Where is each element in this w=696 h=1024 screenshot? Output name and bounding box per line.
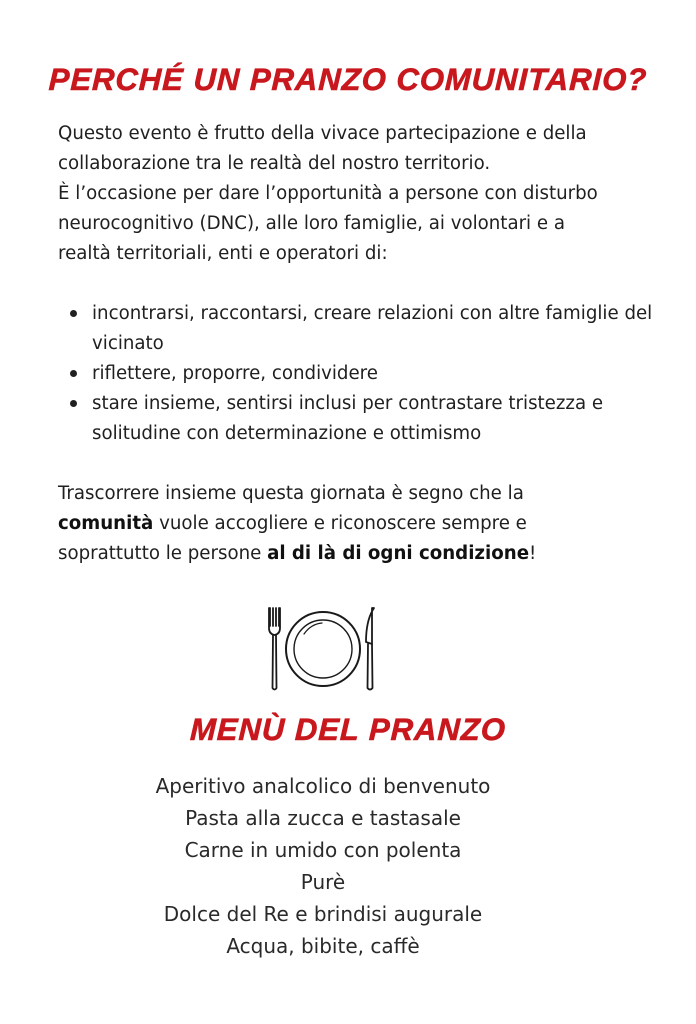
- list-item: [58, 299, 658, 359]
- list-item-text: stare insieme, sentirsi inclusi per contrastare tristezza e solitudine con determinazione e ottimismo: [92, 393, 604, 444]
- bullet-icon: [70, 310, 77, 317]
- intro-line: neurocognitivo (DNC), alle loro famiglie, ai volontari e a: [58, 213, 566, 234]
- intro-line: realtà territoriali, enti e operatori di:: [58, 243, 388, 264]
- list-item: [58, 389, 658, 449]
- closing-text: soprattutto le persone: [58, 543, 268, 564]
- closing-text: !: [529, 543, 537, 564]
- menu-item: Pasta alla zucca e tastasale: [185, 806, 461, 830]
- intro-paragraph: [58, 119, 658, 269]
- menu-item: Dolce del Re e brindisi augurale: [163, 902, 483, 926]
- menu-item: Purè: [300, 870, 346, 894]
- closing-line: [58, 539, 658, 569]
- goals-list: [58, 299, 658, 449]
- bullet-icon: [70, 400, 77, 407]
- menu-item: Carne in umido con polenta: [184, 838, 462, 862]
- menu-item: Acqua, bibite, caffè: [226, 934, 420, 958]
- menu-item: Aperitivo analcolico di benvenuto: [155, 774, 491, 798]
- list-item-text: riflettere, proporre, condividere: [92, 363, 378, 384]
- community-bold: comunità: [58, 513, 154, 534]
- closing-line: Trascorrere insieme questa giornata è segno che la: [58, 483, 524, 504]
- list-item-text: incontrarsi, raccontarsi, creare relazioni con altre famiglie del vicinato: [92, 303, 653, 354]
- bullet-icon: [70, 370, 77, 377]
- intro-line: collaborazione tra le realtà del nostro territorio.: [58, 153, 491, 174]
- intro-line: Questo evento è frutto della vivace partecipazione e della: [58, 123, 587, 144]
- menu-list: [0, 770, 646, 962]
- closing-line: [58, 509, 658, 539]
- plate-fork-knife-icon: [262, 604, 384, 694]
- closing-text: vuole accogliere e riconoscere sempre e: [153, 513, 527, 534]
- why-lunch-heading: PERCHÉ UN PRANZO COMUNITARIO?: [48, 62, 648, 97]
- menu-heading: MENÙ DEL PRANZO: [189, 712, 507, 747]
- condition-bold: al di là di ogni condizione: [267, 543, 530, 564]
- list-item: [58, 359, 658, 389]
- intro-line: È l’occasione per dare l’opportunità a persone con disturbo: [58, 183, 598, 204]
- closing-paragraph: [58, 479, 658, 569]
